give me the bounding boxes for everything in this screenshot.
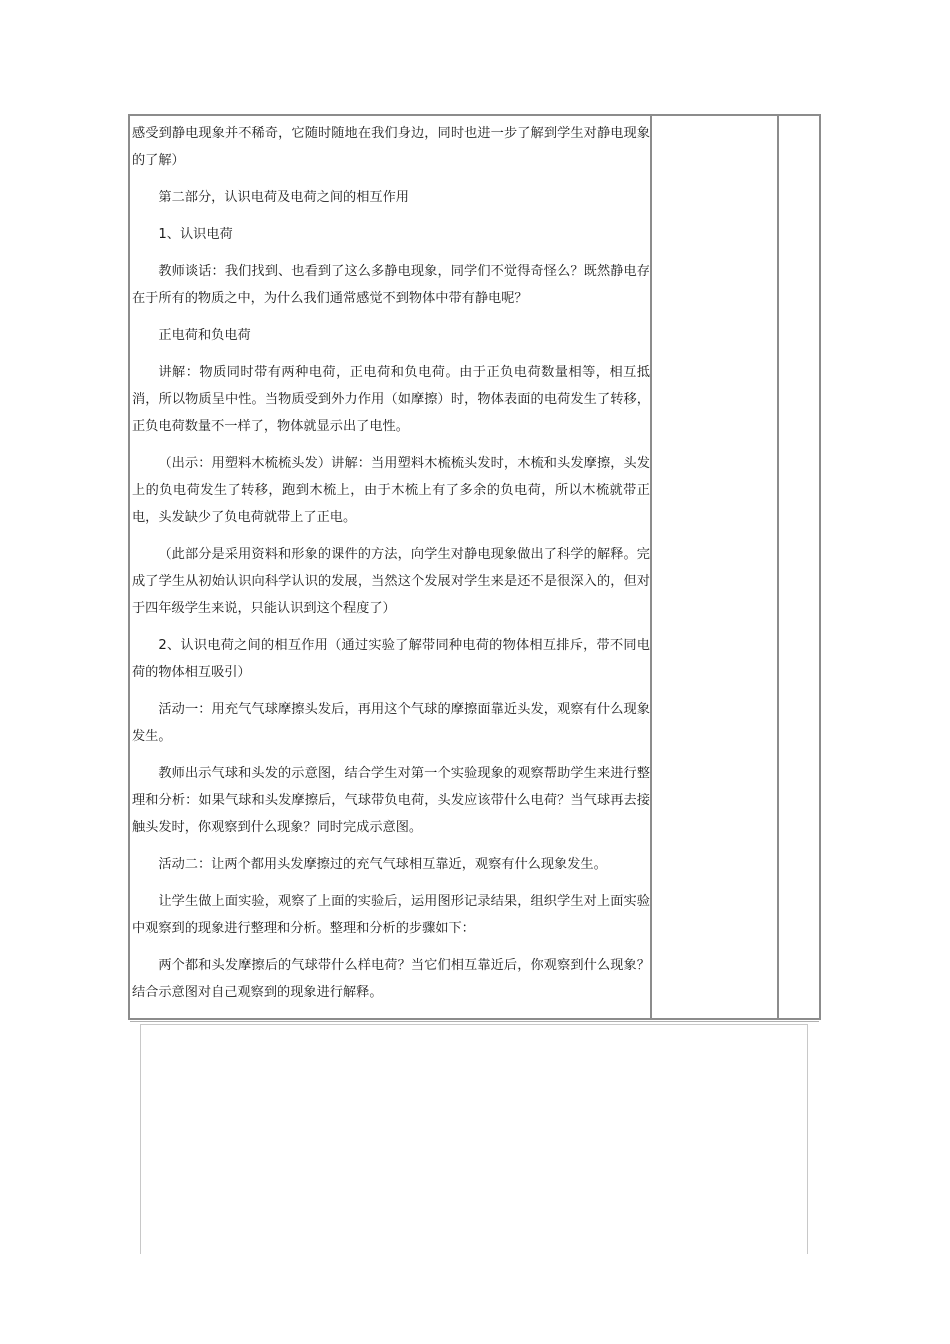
column-divider (777, 116, 779, 1018)
paragraph-method-note: （此部分是采用资料和形象的课件的方法，向学生对静电现象做出了科学的解释。完成了学生从初始认识向科学认识的发展，当然这个发展对学生来是还不是很深入的，但对于四年级学生来说，只能认识到这个程度了） (132, 547, 650, 616)
paragraph-teacher-talk: 教师谈话：我们找到、也看到了这么多静电现象，同学们不觉得奇怪么？既然静电存在于所有的物质之中，为什么我们通常感觉不到物体中带有静电呢？ (132, 264, 650, 306)
subheading-know-charges: 1、认识电荷 (158, 227, 233, 242)
lesson-content-cell (132, 120, 650, 1016)
section-heading-part-two: 第二部分，认识电荷及电荷之间的相互作用 (158, 190, 409, 205)
column-divider (650, 116, 652, 1018)
paragraph-activity-two: 活动二：让两个都用头发摩擦过的充气气球相互靠近，观察有什么现象发生。 (158, 857, 607, 872)
paragraph-experiment-steps: 让学生做上面实验，观察了上面的实验后，运用图形记录结果，组织学生对上面实验中观察到的现象进行整理和分析。整理和分析的步骤如下： (132, 894, 650, 936)
paragraph-diagram-analysis: 教师出示气球和头发的示意图，结合学生对第一个实验现象的观察帮助学生来进行整理和分析：如果气球和头发摩擦后，气球带负电荷，头发应该带什么电荷？当气球再去接触头发时，你观察到什么现象？同时完成示意图。 (132, 766, 650, 835)
subheading-interaction: 2、认识电荷之间的相互作用（通过实验了解带同种电荷的物体相互排斥，带不同电荷的物体相互吸引） (132, 638, 650, 680)
empty-frame (140, 1024, 808, 1254)
paragraph-activity-one: 活动一：用充气气球摩擦头发后，再用这个气球的摩擦面靠近头发，观察有什么现象发生。 (132, 702, 650, 744)
paragraph-explanation: 讲解：物质同时带有两种电荷，正电荷和负电荷。由于正负电荷数量相等，相互抵消，所以物质呈中性。当物质受到外力作用（如摩擦）时，物体表面的电荷发生了转移，正负电荷数量不一样了，物体就显示出了电性。 (132, 365, 650, 434)
table-bottom-rule (130, 1021, 819, 1022)
subheading-positive-negative: 正电荷和负电荷 (158, 328, 251, 343)
paragraph-comb-demo: （出示：用塑料木梳梳头发）讲解：当用塑料木梳梳头发时，木梳和头发摩擦，头发上的负电荷发生了转移，跑到木梳上，由于木梳上有了多余的负电荷，所以木梳就带正电，头发缺少了负电荷就带上了正电。 (132, 456, 650, 525)
lesson-plan-table (128, 114, 821, 1020)
paragraph-continuation: 感受到静电现象并不稀奇，它随时随地在我们身边，同时也进一步了解到学生对静电现象的了解） (132, 126, 650, 168)
paragraph-question: 两个都和头发摩擦后的气球带什么样电荷？当它们相互靠近后，你观察到什么现象？结合示意图对自己观察到的现象进行解释。 (132, 958, 650, 1000)
